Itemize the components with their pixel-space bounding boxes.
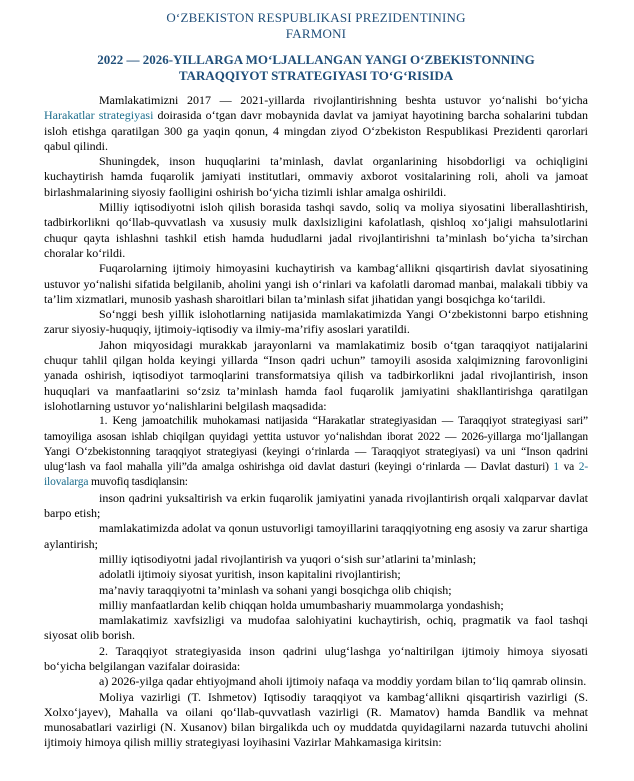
title-line-1: 2022 — 2026-YILLARGA MO‘LJALLANGAN YANGI O‘ZBEKISTONNING xyxy=(97,52,535,67)
annex-2-link[interactable]: 2-ilovalarga xyxy=(44,461,589,489)
decree-header xyxy=(44,10,588,42)
header-line-2: FARMONI xyxy=(285,26,347,41)
list-item-5: ma’naviy taraqqiyotni ta’minlash va sohani yangi bosqichga olib chiqish; xyxy=(99,582,452,597)
paragraph-7-text-b: muvofiq tasdiqlansin: xyxy=(88,476,188,489)
paragraph-1-text-a: Mamlakatimizni 2017 — 2021-yillarda rivojlantirishning beshta ustuvor yo‘nalishi bo‘yicha xyxy=(99,93,588,107)
paragraph-10: Moliya vazirligi (T. Ishmetov) Iqtisodiy taraqqiyot va kambag‘allikni qisqartirish vazirligi (S. Xolxo‘jayev), Mahalla va oilani qo‘llab-quvvatlash vazirligi (R. Mamatov) hamda Bandlik va mehnat munosabatlari vazirligi (N. Xusanov) bilan birgalikda uch oy muddatda quyidagilarni nazarda tutuvchi aholini ijtimoiy himoya qilish milliy strategiyasi loyihasini Vazirlar Mahkamasiga kiritsin: xyxy=(44,689,588,750)
list-item-2: mamlakatimizda adolat va qonun ustuvorligi tamoyillarini taraqqiyotning eng asosiy va zarur shartiga aylantirish; xyxy=(44,521,588,551)
paragraph-6: Jahon miqyosidagi murakkab jarayonlarni va mamlakatimiz bosib o‘tgan taraqqiyot natijalarini chuqur tahlil qilgan holda keyingi yillarda “Inson qadri uchun” tamoyili asosida xalqimizning farovonligini yanada oshirish, iqtisodiyot tarmoqlarini transformatsiya qilish va tadbirkorlikni jadal rivojlantirish, inson huquqlari va manfaatlarini so‘zsiz ta’minlash hamda faol fuqarolik jamiyatini shakllantirishga qaratilgan islohotlarning ustuvor yo‘nalishlarini belgilash maqsadida: xyxy=(44,337,588,413)
paragraph-7-text-a: 1. Keng jamoatchilik muhokamasi natijasida “Harakatlar strategiyasidan — Taraqqiyot strategiyasi sari” tamoyiliga asosan ishlab chiqilgan quyidagi yettita ustuvor yo‘nalishdan iborat 2022 — 2026-yillarga mo‘ljallangan Yangi O‘zbekistonning taraqqiyot strategiyasi (keyingi o‘rinlarda — Taraqqiyot strategiyasi) va uni “Inson qadrini ulug‘lash va faol mahalla yili”da amalga oshirishga oid davlat dasturi (keyingi o‘rinlarda — Davlat dasturi) xyxy=(44,415,588,474)
paragraph-4: Fuqarolarning ijtimoiy himoyasini kuchaytirish va kambag‘allikni qisqartirish davlat siyosatining ustuvor yo‘nalishi sifatida belgilanib, aholini yangi ish o‘rinlari va kafolatli daromad manbai, malakali tibbiy va ta’lim xizmatlari, munosib yashash sharoitlari bilan ta’minlash sifat jihatidan yangi bosqichga ko‘tarildi. xyxy=(44,261,588,306)
paragraph-1-text-b: doirasida o‘tgan davr mobaynida davlat va jamiyat hayotining barcha sohalarini tubdan isloh etishga qaratilgan 300 ga yaqin qonun, 4 mingdan ziyod O‘zbekiston Respublikasi Prezidenti qarorlari qabul qilindi. xyxy=(44,108,589,153)
paragraph-1 xyxy=(44,93,588,154)
document-title xyxy=(44,52,588,83)
paragraph-7 xyxy=(44,414,588,490)
paragraph-3: Milliy iqtisodiyotni isloh qilish borasida tashqi savdo, soliq va moliya siyosatini liberallashtirish, tadbirkorlikni qo‘llab-quvvatlash va xususiy mulk daxlsizligini kafolatlash, qishloq xo‘jaligi mahsulotlarini chuqur qayta ishlashni tashkil etish hamda hududlarni jadal rivojlantirishni ta’minlash bo‘yicha ta’sirchan choralar ko‘rildi. xyxy=(44,200,588,260)
title-line-2: TARAQQIYOT STRATEGIYASI TO‘G‘RISIDA xyxy=(178,67,454,83)
harakatlar-strategiyasi-link[interactable]: Harakatlar strategiyasi xyxy=(44,108,154,123)
paragraph-9: a) 2026-yilga qadar ehtiyojmand aholi ijtimoiy nafaqa va moddiy yordam bilan to‘liq qamrab olinsin. xyxy=(99,674,587,689)
annex-1-link[interactable]: 1 xyxy=(553,461,559,474)
document-page xyxy=(44,10,588,751)
paragraph-5: So‘nggi besh yillik islohotlarning natijasida mamlakatimizda Yangi O‘zbekistonni barpo etishning zarur siyosiy-huquqiy, ijtimoiy-iqtisodiy va ilmiy-ma’rifiy asoslari yaratildi. xyxy=(44,307,588,337)
header-line-1: O‘ZBEKISTON RESPUBLIKASI PREZIDENTINING xyxy=(166,10,466,25)
paragraph-2: Shuningdek, inson huquqlarini ta’minlash, davlat organlarining hisobdorligi va ochiqligini kuchaytirish hamda fuqarolik jamiyati institutlari, ommaviy axborot vositalarining roli, aholi va jamoat birlashmalarining siyosiy faolligini oshirish bo‘yicha tizimli ishlar amalga oshirildi. xyxy=(44,154,588,199)
list-item-4: adolatli ijtimoiy siyosat yuritish, inson kapitalini rivojlantirish; xyxy=(99,567,401,582)
list-item-6: milliy manfaatlardan kelib chiqqan holda umumbashariy muammolarga yondashish; xyxy=(99,597,504,612)
paragraph-7-text-mid: va xyxy=(559,461,579,474)
paragraph-8: 2. Taraqqiyot strategiyasida inson qadrini ulug‘lashga yo‘naltirilgan ijtimoiy himoya siyosati bo‘yicha belgilangan vazifalar doirasida: xyxy=(44,643,588,673)
document-body xyxy=(44,93,588,751)
list-item-3: milliy iqtisodiyotni jadal rivojlantirish va yuqori o‘sish sur’atlarini ta’minlash; xyxy=(99,551,477,566)
list-item-7: mamlakatimiz xavfsizligi va mudofaa salohiyatini kuchaytirish, ochiq, pragmatik va faol tashqi siyosat olib borish. xyxy=(44,613,588,643)
list-item-1: inson qadrini yuksaltirish va erkin fuqarolik jamiyatini yanada rivojlantirish orqali xalqparvar davlat barpo etish; xyxy=(44,490,588,521)
